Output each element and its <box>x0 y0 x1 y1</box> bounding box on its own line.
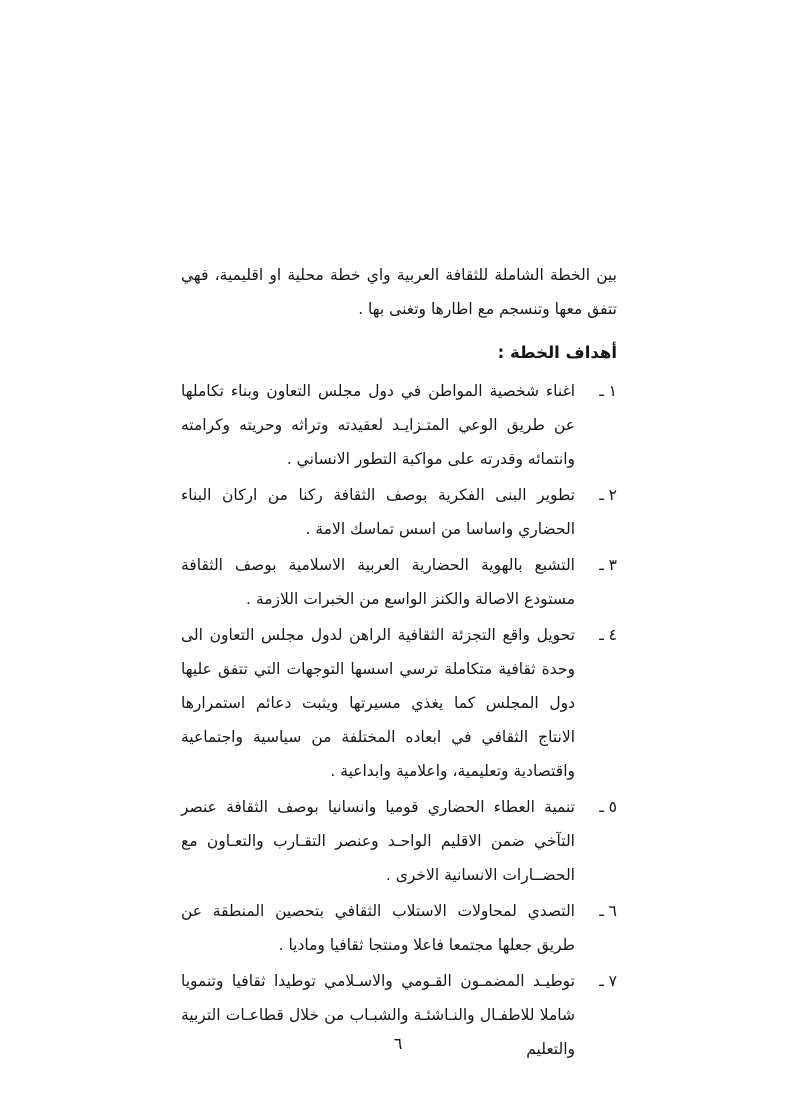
list-item <box>181 478 617 546</box>
list-item <box>181 790 617 892</box>
item-text: اغناء شخصية المواطن في دول مجلس التعاون وبناء تكاملها عن طريق الوعي المتـزايـد لعقيدته وتراثه وحريته وكرامته وانتمائه وقدرته على مواكبة التطور الانساني . <box>181 382 575 468</box>
item-number: ٣ ـ <box>599 556 617 574</box>
item-number: ٤ ـ <box>599 626 617 644</box>
item-number: ٢ ـ <box>599 486 617 504</box>
list-item <box>181 374 617 476</box>
list-item <box>181 618 617 788</box>
item-number: ١ ـ <box>599 382 617 400</box>
item-text: تحويل واقع التجزئة الثقافية الراهن لدول مجلس التعاون الى وحدة ثقافية متكاملة ترسي اسسها التوجهات التي تتفق عليها دول المجلس كما يغذي مسيرتها ويثبت دعائم استمرارها الانتاج الثقافي في ابعاده المختلفة من سياسية واجتماعية واقتصادية وتعليمية، واعلامية وابداعية . <box>181 626 575 780</box>
goals-list <box>181 374 617 1066</box>
intro-paragraph: بين الخطة الشاملة للثقافة العربية واي خطة محلية او اقليمية، فهي تتفق معها وتنسجم مع اطارها وتغنى بها . <box>181 266 617 318</box>
item-number: ٥ ـ <box>599 798 617 816</box>
page-content <box>181 258 617 1068</box>
item-text: التصدي لمحاولات الاستلاب الثقافي بتحصين المنطقة عن طريق جعلها مجتمعا فاعلا ومنتجا ثقافيا وماديا . <box>181 902 575 954</box>
list-item <box>181 548 617 616</box>
item-text: تطوير البنى الفكرية بوصف الثقافة ركنا من اركان البناء الحضاري واساسا من اسس تماسك الامة . <box>181 486 575 538</box>
item-number: ٧ ـ <box>599 972 617 990</box>
item-text: تنمية العطاء الحضاري قوميا وانسانيا بوصف الثقافة عنصر التآخي ضمن الاقليم الواحـد وعنصر التقـارب والتعـاون مع الحضــارات الانسانية الاخرى . <box>181 798 575 884</box>
list-item <box>181 894 617 962</box>
item-text: توطيـد المضمـون القـومي والاسـلامي توطيدا ثقافيا وتنمويا شاملا للاطفـال والنـاشئـة والشبـاب من خلال قطاعـات التربية والتعليم <box>181 972 575 1058</box>
item-number: ٦ ـ <box>599 902 617 920</box>
item-text: التشبع بالهوية الحضارية العربية الاسلامية بوصف الثقافة مستودع الاصالة والكنز الواسع من الخبرات اللازمة . <box>181 556 575 608</box>
page-number: ٦ <box>393 1034 403 1053</box>
section-heading: أهداف الخطة : <box>497 343 617 362</box>
